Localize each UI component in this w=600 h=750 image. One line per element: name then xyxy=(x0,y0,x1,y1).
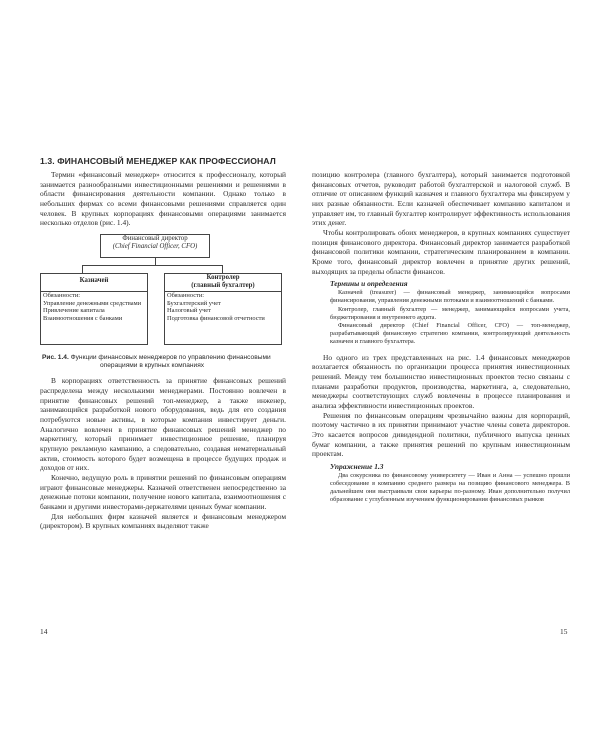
paragraph: Конечно, ведущую роль в принятии решений по финансовым операциям играют финансовые менеджеры. Казначей ответственен непосредственно за денежные потоки компании, получение нового капитала, взаимоотношения с банками и другими инвесторами-держателями ценных бумаг компании. xyxy=(40,472,286,511)
figure-caption xyxy=(42,354,286,370)
term-item: Финансовый директор (Chief Financial Officer, CFO) — топ-менеджер, разрабатывающий финансовую стратегию компании, контролирующий деятельность казначея и главного бухгалтера. xyxy=(330,322,570,346)
term-item: Контролер, главный бухгалтер — менеджер, занимающийся вопросами учета, бюджетирования и внутреннего аудита. xyxy=(330,305,570,321)
controller-item: Подготовка финансовой отчетности xyxy=(167,314,265,322)
paragraph: Чтобы контролировать обоих менеджеров, в крупных компаниях существует позиция финансового директора. Финансовый директор занимается разработкой финансовой политики компании, стратегическим планированием в компании. Кроме того, финансовый директор вовлечен в принятие других решений, выходящих за пределы области финансов. xyxy=(312,227,570,276)
paragraph: позицию контролера (главного бухгалтера), который занимается подготовкой финансовых отчетов, руководит работой бухгалтерской и налоговой служб. В отличие от описанием функций казначея и главного бухгалтера мы фиксируем у них разные обязанности. Если казначей обеспечивает компанию капиталом и управляет им, то главный бухгалтер контролирует эффективность использования этих денег. xyxy=(312,170,570,228)
term-item: Казначей (treasurer) — финансовый менеджер, занимающийся вопросами финансирования, управления денежными потоками и взаимоотношений с банками. xyxy=(330,289,570,305)
caption-label: Рис. 1.4. xyxy=(42,353,69,361)
exercise-heading: Упражнение 1.3 xyxy=(330,461,384,471)
paragraph: Для небольших фирм казначей является и финансовым менеджером (директором). В крупных компаниях выделяют также xyxy=(40,511,286,531)
cfo-title: Финансовый директор xyxy=(122,234,188,242)
treasurer-item: Управление денежными средствами xyxy=(43,299,142,307)
treasurer-item: Обязанности: xyxy=(43,291,81,299)
intro-paragraph: Термин «финансовый менеджер» относится к профессионалу, который занимается разнообразными инвестиционными решениями и решениями в области финансирования деятельности компании. Однако только в небольших фирмах со всеми финансовыми решениями справляется один человек. В крупных корпорациях финансовыми операциями занимается несколько отделов (рис. 1.4). xyxy=(40,170,286,228)
page-number-left: 14 xyxy=(40,627,48,636)
section-title: 1.3. ФИНАНСОВЫЙ МЕНЕДЖЕР КАК ПРОФЕССИОНАЛ xyxy=(40,156,276,166)
paragraph: В корпорациях ответственность за принятие финансовых решений распределена между несколькими менеджерами. Постоянно вовлечен в принятие финансовых решений топ-менеджер, а также инженер, занимающийся разработкой нового оборудования, ведь для его создания потребуются новые активы, в которые компания инвестирует деньги. Аналогично вовлечен в принятие финансовых решений менеджер по маркетингу, который принимает инвестиционное решение, планируя крупную рекламную кампанию, а следовательно, создавая нематериальный актив, стоимость которого будет возмещена в процессе будущих продаж и доходов от них. xyxy=(40,376,286,473)
org-chart-figure xyxy=(40,234,286,350)
treasurer-title: Казначей xyxy=(79,276,109,284)
treasurer-item: Взаимоотношения с банками xyxy=(43,314,123,322)
caption-text: Функции финансовых менеджеров по управлению финансовыми xyxy=(70,353,271,361)
terms-heading: Термины и определения xyxy=(330,279,408,289)
controller-title: Контролер xyxy=(206,273,240,281)
treasurer-box xyxy=(40,273,148,345)
controller-title2: (главный бухгалтер) xyxy=(191,281,255,289)
exercise-text: Два сокурсника по финансовому университету — Иван и Анна — успешно прошли собеседование в компанию среднего размера на позицию финансового менеджера. В дальнейшем они выстраивали свои карьеры по-разному. Иван дополнительно получил образование с углубленным изучением функционирования финансовых рынков xyxy=(330,471,570,504)
connector-left xyxy=(82,265,83,273)
controller-box xyxy=(164,273,282,345)
paragraph: Решения по финансовым операциям чрезвычайно важны для корпораций, поэтому частично в их принятии принимают участие члены совета директоров. Это касается вопросов дивидендной политики, публичного выпуска ценных бумаг компании, а также принятия решений по крупным инвестиционным проектам. xyxy=(312,410,570,459)
page-number-right: 15 xyxy=(560,627,568,636)
paragraph: Но одного из трех представленных на рис. 1.4 финансовых менеджеров возлагается обязанность по организации процесса принятия инвестиционных решений. Между тем большинство инвестиционных проектов тесно связаны с планами разработки продуктов, производства, маркетинга, а, следовательно, менеджеры соответствующих служб вовлечены в процессе планирования и анализа эффективности инвестиционных проектов. xyxy=(312,352,570,410)
controller-item: Налоговый учет xyxy=(167,307,211,315)
treasurer-item: Привлечение капитала xyxy=(43,307,105,315)
cfo-box xyxy=(100,234,210,258)
cfo-subtitle: (Chief Financial Officer, CFO) xyxy=(112,242,198,250)
connector-vertical xyxy=(155,258,156,265)
connector-horizontal xyxy=(82,265,222,266)
right-page xyxy=(300,0,600,750)
connector-right xyxy=(222,265,223,273)
caption-text-2: операциями в крупных компаниях xyxy=(100,362,205,370)
controller-item: Бухгалтерский учет xyxy=(167,299,221,307)
controller-item: Обязанности: xyxy=(167,291,205,299)
